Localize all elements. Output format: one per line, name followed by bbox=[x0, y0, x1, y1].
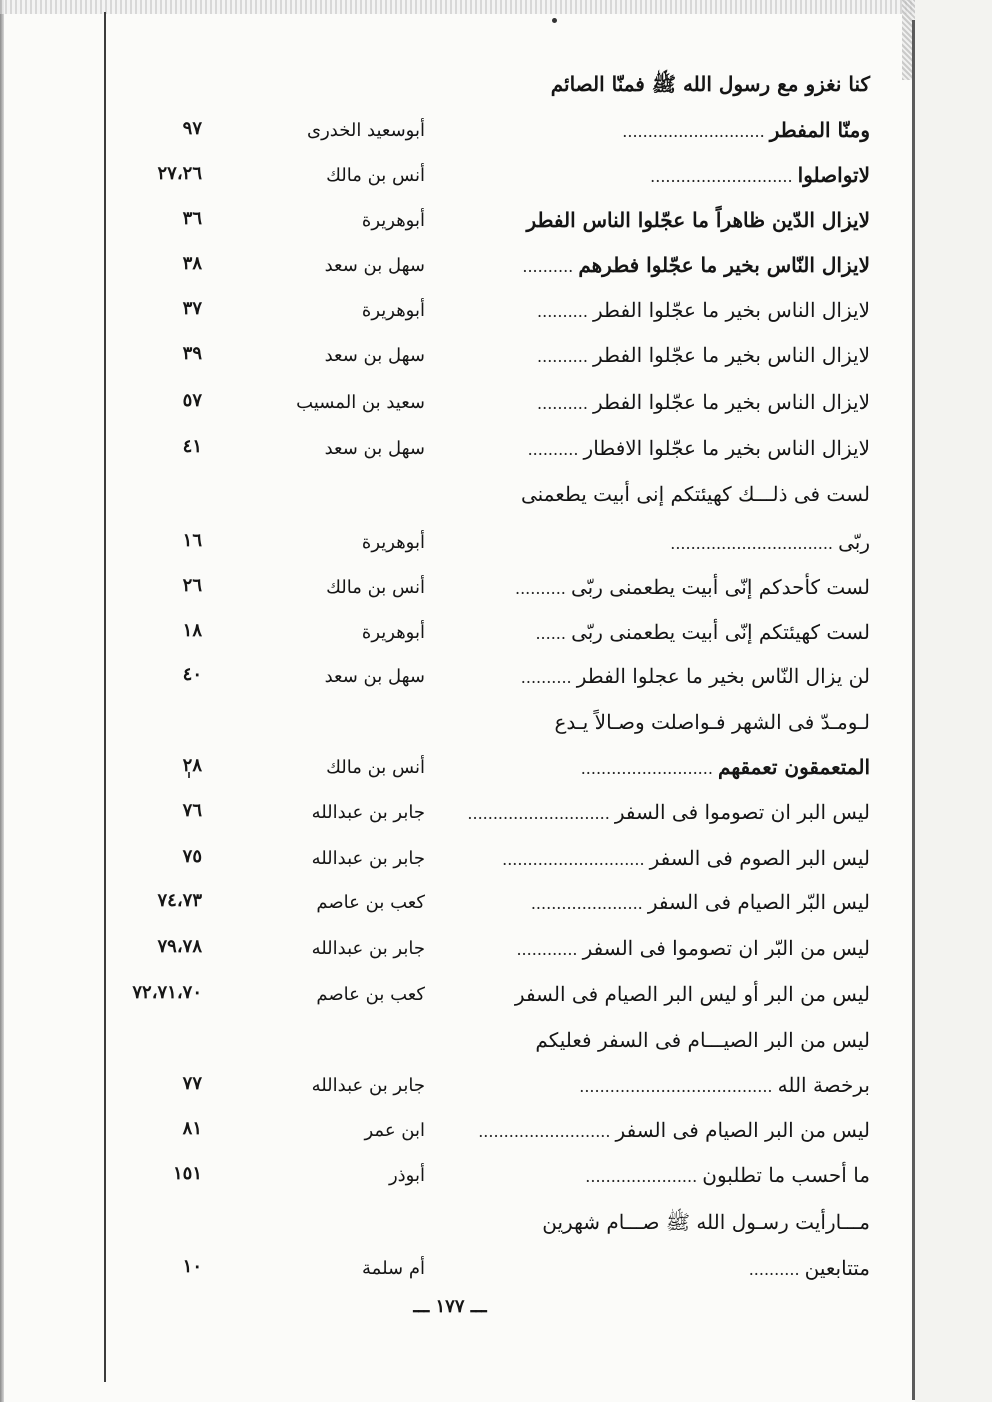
index-row bbox=[110, 343, 870, 383]
hadith-text-value: ليس من البر الصيام فى السفر bbox=[615, 1118, 870, 1142]
hadith-text bbox=[650, 163, 870, 187]
page-references: ٣٧ bbox=[182, 298, 202, 319]
leader-dots: ............ bbox=[516, 940, 583, 959]
page-references: ٩٧ bbox=[182, 118, 202, 139]
leader-dots: ............................ bbox=[650, 167, 798, 186]
leader-dots: ...... bbox=[535, 624, 572, 643]
narrator-name: سعيد بن المسيب bbox=[296, 392, 425, 413]
page-border-right bbox=[912, 20, 915, 1400]
narrator-name: جابر بن عبدالله bbox=[311, 938, 425, 959]
hadith-text bbox=[515, 575, 870, 599]
hadith-text bbox=[522, 253, 870, 277]
index-row bbox=[110, 664, 870, 704]
hadith-text-value: ليس البر ان تصوموا فى السفر bbox=[614, 800, 870, 824]
hadith-text bbox=[622, 118, 870, 142]
hadith-text-value: ليس البّر الصيام فى السفر bbox=[647, 890, 870, 914]
index-row bbox=[110, 482, 870, 522]
leader-dots: ............................ bbox=[622, 122, 770, 141]
narrator-name: أم سلمة bbox=[362, 1258, 425, 1279]
hadith-text-value: مـــارأيت رسـول الله ﷺ صـــام شهرين bbox=[542, 1210, 870, 1234]
index-row bbox=[110, 1163, 870, 1203]
page-references: ٣٦ bbox=[182, 208, 202, 229]
hadith-text bbox=[585, 1163, 870, 1187]
narrator-name: سهل بن سعد bbox=[324, 345, 425, 366]
narrator-name: كعب بن عاصم bbox=[316, 984, 425, 1005]
leader-dots: .......................... bbox=[478, 1122, 616, 1141]
page-references: ٧٦ bbox=[182, 800, 202, 821]
scan-edge-left bbox=[0, 0, 4, 1402]
leader-dots: .......... bbox=[537, 394, 593, 413]
index-row bbox=[110, 436, 870, 476]
hadith-text bbox=[478, 1118, 870, 1142]
hadith-text bbox=[579, 1073, 870, 1097]
narrator-name: أبوهريرة bbox=[361, 210, 425, 231]
page-references: ٧٧ bbox=[182, 1073, 202, 1094]
hadith-text bbox=[528, 436, 870, 460]
hadith-text-value: ليس البر الصوم فى السفر bbox=[649, 846, 870, 870]
hadith-text-value: برخصة الله bbox=[777, 1073, 870, 1097]
hadith-text bbox=[551, 72, 870, 101]
hadith-text bbox=[516, 936, 870, 960]
index-row bbox=[110, 1073, 870, 1113]
index-row bbox=[110, 575, 870, 615]
page-references: ١٦ bbox=[182, 530, 202, 551]
leader-dots: ................................ bbox=[670, 534, 839, 553]
page-references: ٧٢،٧١،٧٠ bbox=[132, 982, 202, 1003]
index-row bbox=[110, 1028, 870, 1068]
index-row bbox=[110, 72, 870, 112]
hadith-text bbox=[537, 343, 870, 367]
leader-dots: .......... bbox=[537, 347, 593, 366]
index-row bbox=[110, 1118, 870, 1158]
index-row bbox=[110, 208, 870, 248]
narrator-name: أبوهريرة bbox=[361, 532, 425, 553]
hadith-text-value: لايزال الناس بخير ما عجّلوا الفطر bbox=[593, 390, 870, 414]
hadith-text bbox=[542, 1210, 870, 1239]
hadith-text bbox=[581, 755, 870, 779]
hadith-text-value: لست كهيئتكم إنّى أبيت يطعمنى ربّى bbox=[571, 620, 870, 644]
index-row bbox=[110, 982, 870, 1022]
leader-dots: .......................... bbox=[580, 759, 719, 778]
index-row bbox=[110, 298, 870, 338]
index-row bbox=[110, 1210, 870, 1250]
page-number: ـــ ١٧٧ ـــ bbox=[413, 1296, 487, 1317]
leader-dots: .......... bbox=[748, 1260, 805, 1279]
narrator-name: أبوسعيد الخدرى bbox=[306, 120, 425, 141]
hadith-text bbox=[535, 620, 870, 644]
leader-dots: ...................... bbox=[530, 894, 648, 913]
hadith-text-value: لايزال الناس بخير ما عجّلوا الفطر bbox=[593, 343, 870, 367]
ink-speck bbox=[552, 18, 557, 23]
hadith-text-value: ومنّا المفطر bbox=[769, 118, 870, 142]
hadith-text bbox=[502, 846, 870, 870]
hadith-text bbox=[749, 1256, 870, 1280]
narrator-name: سهل بن سعد bbox=[324, 666, 425, 687]
leader-dots: ............................ bbox=[467, 804, 615, 823]
page-references: ٧٩،٧٨ bbox=[157, 936, 202, 957]
page-references: ٣٩ bbox=[182, 343, 202, 364]
hadith-text bbox=[526, 208, 870, 232]
hadith-text-value: ربّى bbox=[838, 530, 870, 554]
hadith-text bbox=[521, 482, 870, 506]
page-references: ٨١ bbox=[182, 1118, 202, 1139]
hadith-text-value: لاتواصلوا bbox=[797, 163, 870, 187]
index-row bbox=[110, 710, 870, 750]
hadith-text-value: لـومـدّ فى الشهر فـواصلت وصـالاً يـدع bbox=[554, 710, 870, 734]
hadith-text-value: لايزال النّاس بخير ما عجّلوا فطرهم bbox=[578, 253, 870, 277]
index-row bbox=[110, 390, 870, 430]
hadith-text-value: لست فى ذلـــك كهيئتكم إنى أبيت يطعمنى bbox=[520, 482, 870, 506]
index-row bbox=[110, 936, 870, 976]
hadith-text bbox=[537, 390, 870, 414]
narrator-name: جابر بن عبدالله bbox=[311, 848, 425, 869]
page-references: ٢٦ bbox=[182, 575, 202, 596]
page-margin-right bbox=[915, 0, 992, 1402]
hadith-text-value: لايزال الناس بخير ما عجّلوا الافطار bbox=[583, 436, 870, 460]
page-border-left bbox=[104, 12, 106, 1382]
narrator-name: جابر بن عبدالله bbox=[311, 1075, 425, 1096]
page-references: ٥٧ bbox=[182, 390, 202, 411]
hadith-text bbox=[554, 710, 870, 734]
hadith-text-value: ليس من البر الصيـــام فى السفر فعليكم bbox=[535, 1028, 870, 1052]
page-references: ١٥١ bbox=[172, 1163, 202, 1184]
index-row bbox=[110, 118, 870, 158]
page-references: ٧٤،٧٣ bbox=[157, 890, 202, 911]
narrator-name: ابن عمر bbox=[364, 1120, 425, 1141]
leader-dots: ...................................... bbox=[579, 1077, 778, 1096]
hadith-text bbox=[521, 664, 870, 688]
hadith-text-value: ما أحسب ما تطلبون bbox=[702, 1163, 870, 1187]
leader-dots: .......... bbox=[537, 302, 593, 321]
hadith-text bbox=[531, 890, 870, 914]
index-row bbox=[110, 846, 870, 886]
index-row bbox=[110, 620, 870, 660]
leader-dots: ............................ bbox=[502, 850, 650, 869]
hadith-text-value: ليس من البّر ان تصوموا فى السفر bbox=[582, 936, 870, 960]
index-row bbox=[110, 253, 870, 293]
page-references: ٤٠ bbox=[182, 664, 202, 685]
narrator-name: سهل بن سعد bbox=[324, 255, 425, 276]
page-references: ٢٨ bbox=[182, 755, 202, 776]
narrator-name: أبوهريرة bbox=[361, 300, 425, 321]
narrator-name: جابر بن عبدالله bbox=[311, 802, 425, 823]
narrator-name: أبوذر bbox=[388, 1165, 425, 1186]
page-references: ٢٧،٢٦ bbox=[157, 163, 202, 184]
index-row bbox=[110, 890, 870, 930]
narrator-name: أنس بن مالك bbox=[326, 757, 425, 778]
hadith-text-value: لايزال الدّين ظاهراً ما عجّلوا الناس الفطر bbox=[526, 208, 870, 232]
narrator-name: أبوهريرة bbox=[361, 622, 425, 643]
narrator-name: سهل بن سعد bbox=[324, 438, 425, 459]
hadith-text-value: كنا نغزو مع رسول الله ﷺ فمنّا الصائم bbox=[550, 72, 870, 96]
hadith-text bbox=[670, 530, 870, 554]
hadith-text bbox=[537, 298, 870, 322]
page-references: ٣٨ bbox=[182, 253, 202, 274]
page-references: ٤١ bbox=[182, 436, 202, 457]
index-row bbox=[110, 1256, 870, 1296]
leader-dots: .......... bbox=[515, 579, 571, 598]
leader-dots: .......... bbox=[520, 668, 577, 687]
scan-edge-top bbox=[0, 0, 992, 14]
narrator-name: كعب بن عاصم bbox=[316, 892, 425, 913]
hadith-text-value: لست كأحدكم إنّى أبيت يطعمنى ربّى bbox=[570, 575, 870, 599]
index-row bbox=[110, 163, 870, 203]
leader-dots: .......... bbox=[522, 257, 579, 276]
narrator-name: أنس بن مالك bbox=[326, 165, 425, 186]
hadith-text-value: متتابعين bbox=[804, 1256, 870, 1280]
hadith-text bbox=[535, 1028, 870, 1052]
index-row bbox=[110, 755, 870, 795]
leader-dots: .......... bbox=[527, 440, 584, 459]
page-references: ١٨ bbox=[182, 620, 202, 641]
hadith-text-value: لايزال الناس بخير ما عجّلوا الفطر bbox=[593, 298, 870, 322]
index-row bbox=[110, 530, 870, 570]
hadith-text-value: لن يزال النّاس بخير ما عجلوا الفطر bbox=[576, 664, 870, 688]
index-row bbox=[110, 800, 870, 840]
page-references: ١٠ bbox=[182, 1256, 202, 1277]
hadith-text-value: ليس من البر أو ليس البر الصيام فى السفر bbox=[514, 982, 870, 1006]
hadith-text-value: المتعمقون تعمقهم bbox=[718, 755, 870, 779]
narrator-name: أنس بن مالك bbox=[326, 577, 425, 598]
hadith-text bbox=[515, 982, 870, 1006]
hadith-text bbox=[467, 800, 870, 824]
leader-dots: ...................... bbox=[585, 1167, 703, 1186]
page-references: ٧٥ bbox=[182, 846, 202, 867]
